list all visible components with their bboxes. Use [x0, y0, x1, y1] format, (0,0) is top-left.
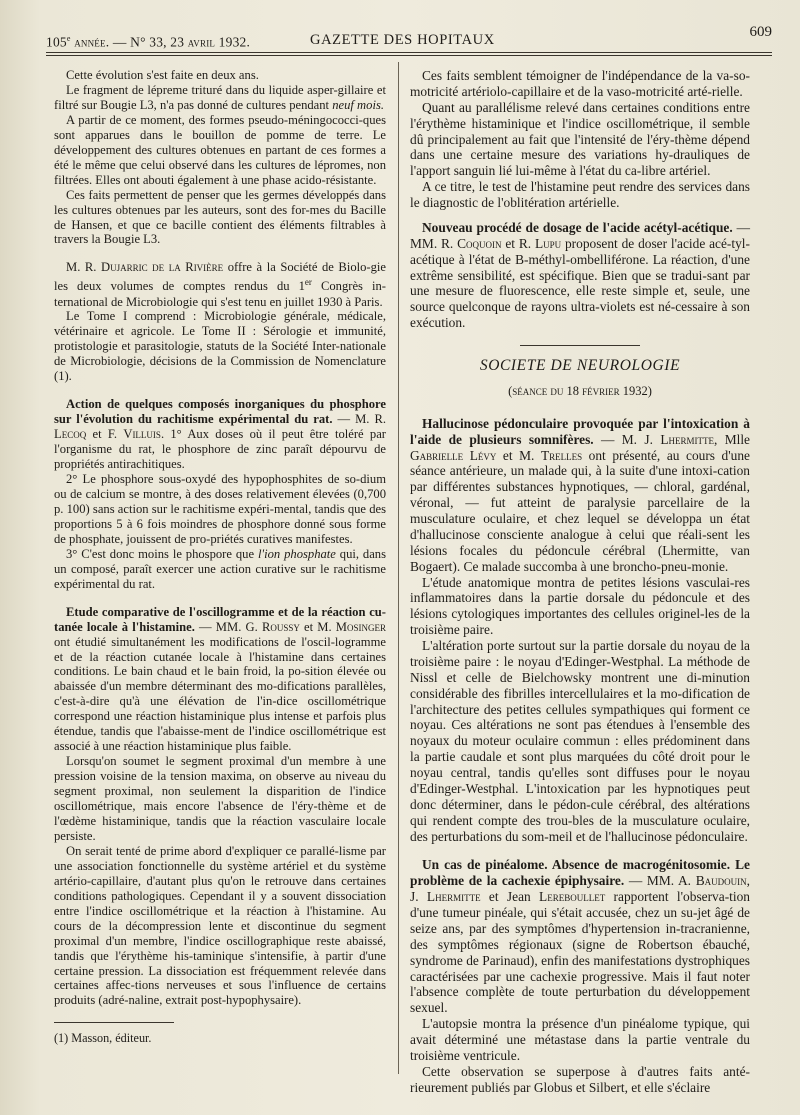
article-title: Hallucinose pédonculaire provoquée par l'intoxication à l'aide de plusieurs somnifères. — [410, 415, 750, 447]
paragraph: 3° C'est donc moins le phospore que l'ion phosphate qui, dans un composé, paraît exercer une action curative sur le rachitisme expérimental du rat. — [54, 546, 386, 591]
header-rule — [46, 52, 772, 56]
paragraph: M. R. Dujarric de la Rivière offre à la Société de Biolo-gie les deux volumes de comptes rendus du 1er Congrès in-ternational de Microbiologie qui s'est tenu en juillet 1930 à Paris. — [54, 260, 386, 309]
section-rule — [520, 345, 640, 346]
article-roussy: Etude comparative de l'oscillogramme et de la réaction cu-tanée locale à l'histamine. — MM. G. Roussy et M. Mosinger ont étudié simultanément les modifications de l'oscil-logramme et de la réaction cutanée locale à l'histamine dans certaines conditions. Le bain chaud et le bain froid, la po-sition élevée ou abaissée d'un membre déterminant des mo-difications parallèles, c'est-à-dire qu'à une élévation de l'in-dice oscillométrique correspond une réaction histaminique plus intense et parfois plus étendue, tandis que l'abaisse-ment de l'indice oscillométrique est associé à une réaction histaminique plus faible. — [54, 604, 386, 754]
article-lhermitte: Hallucinose pédonculaire provoquée par l'intoxication à l'aide de plusieurs somnifères. — M. J. Lhermitte, Mlle Gabrielle Lévy et M. Trelles ont présenté, au cours d'une séance antérieure, un malade qui, à la suite d'une intoxi-cation par différentes substances hypnotiques, — chloral, gardénal, véronal, — fut atteint de paralysie parcellaire de la musculature oculaire, et chez lequel se développa un état d'hallucinose consciente analogue à celui que réali-sent les lésions focales du pédoncule cérébral (Lhermitte, van Bogaert). Ce malade succomba à une broncho-pneu-monie. — [410, 415, 750, 574]
paragraph: L'altération porte surtout sur la partie dorsale du noyau de la troisième paire : le noyau d'Edinger-Westphal. La méthode de Nissl et celle de Bielchowsky montrent une di-minution considérable des fibrilles intercellulaires et la mo-dification de l'architecture des petites cellules sympathiques qui forment ce noyau. Ces altérations ne sont pas étendues à l'ensemble des noyaux du moteur oculaire commun : elles prédominent dans la partie caudale et sont plus marquées du côté droit pour le noyau central, tandis qu'elles sont diffuses pour le noyau d'Edinger-Westphal. L'intoxication par les hypnotiques peut donc déterminer, dans le pédon-cule cérébral, des altérations qui rendent compte des trou-bles de la musculature oculaire, des perturbations du som-meil et de l'hallucinose pédonculaire. — [410, 638, 750, 844]
paragraph: On serait tenté de prime abord d'expliquer ce parallé-lisme par une association fonctionnelle du système artériel et du système artério-capillaire, d'autant plus qu'on le retrouve dans certaines conditions pathologiques. Cependant il y a souvent dissociation entre l'indice oscillométrique et la réaction à l'histamine. Au cours de la décompression lente et discontinue du segment proximal d'un membre, l'indice oscillographique reste abaissé, tandis que l'érythème his-taminique s'intensifie, à partir d'une certaine pression. La dissociation est fréquemment relevée dans certaines affec-tions nerveuses et sous l'influence de certains produits (adré-naline, extrait post-hypophysaire). — [54, 843, 386, 1008]
paragraph: Ces faits semblent témoigner de l'indépendance de la va-so-motricité artériolo-capillaire et de la vaso-motricité arté-rielle. — [410, 68, 750, 99]
paragraph: A ce titre, le test de l'histamine peut rendre des services dans le diagnostic de l'oblitération artérielle. — [410, 179, 750, 210]
article-baudouin: Un cas de pinéalome. Absence de macrogénitosomie. Le problème de la cachexie épiphysaire. — MM. A. Baudouin, J. Lhermitte et Jean Lereboullet rapportent l'observa-tion d'une tumeur pinéale, qui s'était accusée, chez un su-jet âgé de seize ans, par des symptômes d'hypertension in-tracranienne, des symptômes régionaux (signe de Robertson ébauché, syndrome de Parinaud), enfin des manifestations dystrophiques caractérisées par une cachexie progressive. Mais il faut noter l'absence complète de toute perturbation du développement sexuel. — [410, 857, 750, 1016]
left-column — [54, 68, 386, 1046]
footnote-rule — [54, 1022, 174, 1023]
paragraph: Ces faits permettent de penser que les germes développés dans les cultures obtenues par les auteurs, sont des for-mes du Bacille de Hansen, et que ce bacille contient des éléments filtrables à travers la Bougie L3. — [54, 187, 386, 247]
paragraph: L'autopsie montra la présence d'un pinéalome typique, qui avait déterminé une métastase dans la partie ventrale du troisième ventricule. — [410, 1016, 750, 1063]
column-divider — [398, 62, 399, 1074]
page-number: 609 — [749, 24, 772, 40]
footnote: (1) Masson, éditeur. — [54, 1031, 152, 1046]
article-title: Etude comparative de l'oscillogramme et de la réaction cu-tanée locale à l'histamine. — [54, 604, 386, 634]
article-title: Nouveau procédé de dosage de l'acide acétyl-acétique. — [422, 219, 733, 235]
article-coquoin: Nouveau procédé de dosage de l'acide acétyl-acétique. — MM. R. Coquoin et R. Lupu proposent de doser l'acide acé-tyl-acétique à l'état de B-méthyl-ombelliférone. La réaction, d'une extrême sensibilité, est spécifique. Bien que se tradui-sant par une mesure de fluorescence, elle reste simple et, seule, une source quelconque de rayons ultra-violets est né-cessaire à son exécution. — [410, 219, 750, 331]
paragraph: Quant au parallélisme relevé dans certaines conditions entre l'érythème histaminique et l'indice oscillométrique, il semble dû principalement au fait que l'intensité de l'éry-thème dépend dans une certaine mesure des variations hy-drauliques de l'apport sanguin lié lui-même à l'état du ca-libre artériel. — [410, 99, 750, 179]
journal-title: GAZETTE DES HOPITAUX — [310, 32, 495, 48]
article-lecoq: Action de quelques composés inorganiques du phosphore sur l'évolution du rachitisme expérimental du rat. — M. R. Lecoq et F. Villuis. 1° Aux doses où il peut être toléré par l'organisme du rat, le phosphore de zinc paraît dépourvu de propriétés antirachitiques. — [54, 397, 386, 472]
section-subtitle: (séance du 18 février 1932) — [508, 383, 652, 398]
paragraph: L'étude anatomique montra de petites lésions vasculai-res inflammatoires dans la partie dorsale du pédoncule et des lésions cytologiques importantes des cellules originel-les de la troisième paire. — [410, 574, 750, 638]
paragraph: Cette évolution s'est faite en deux ans. — [66, 68, 259, 82]
paragraph: Le fragment de lépreme trituré dans du liquide asper-gillaire et filtré sur Bougie L3, n'a pas donné de cultures pendant neuf mois. — [54, 82, 386, 112]
page-header — [46, 24, 772, 50]
section-title: SOCIETE DE NEUROLOGIE — [479, 357, 681, 374]
paragraph: Cette observation se superpose à d'autres faits anté-rieurement publiés par Globus et Silbert, et elle s'éclaire — [410, 1063, 750, 1095]
article-title: Un cas de pinéalome. Absence de macrogénitosomie. Le problème de la cachexie épiphysaire. — [410, 857, 750, 889]
right-column — [410, 68, 750, 1096]
paragraph: Le Tome I comprend : Microbiologie générale, médicale, vétérinaire et agricole. Le Tome II : Sérologie et immunité, protistologie et parasitologie, statuts de la Société Inter-nationale de Microbiologie, décisions de la Commission de Nomenclature (1). — [54, 309, 386, 384]
issue-info: 105e année. — N° 33, 23 avril 1932. — [46, 34, 251, 50]
paragraph: 2° Le phosphore sous-oxydé des hypophosphites de so-dium ou de calcium se montre, à des doses relativement élevées (0,700 p. 100) sans action sur le rachitisme expéri-mental, tandis que des proportions 5 à 6 fois moindres de phosphore donné sous forme de phosphate, jouissent de pro-priétés curatives manifestes. — [54, 472, 386, 546]
article-title: Action de quelques composés inorganiques du phosphore sur l'évolution du rachitisme expérimental du rat. — [54, 397, 386, 427]
paragraph: Lorsqu'on soumet le segment proximal d'un membre à une pression voisine de la tension maxima, on observe au niveau du segment proximal, non seulement la disparition de l'indice oscillométrique, mais encore l'absence de l'éry-thème et de l'œdème histaminique, tandis que la réaction vasculaire locale persiste. — [54, 754, 386, 843]
paragraph: A partir de ce moment, des formes pseudo-méningococci-ques sont apparues dans le bouillon de pomme de terre. Le développement des cultures obtenues en partant de ces formes a été le même que celui observé dans les cultures de lépromes, non filtrées. Elles ont abouti également à une phase acido-résistante. — [54, 112, 386, 187]
